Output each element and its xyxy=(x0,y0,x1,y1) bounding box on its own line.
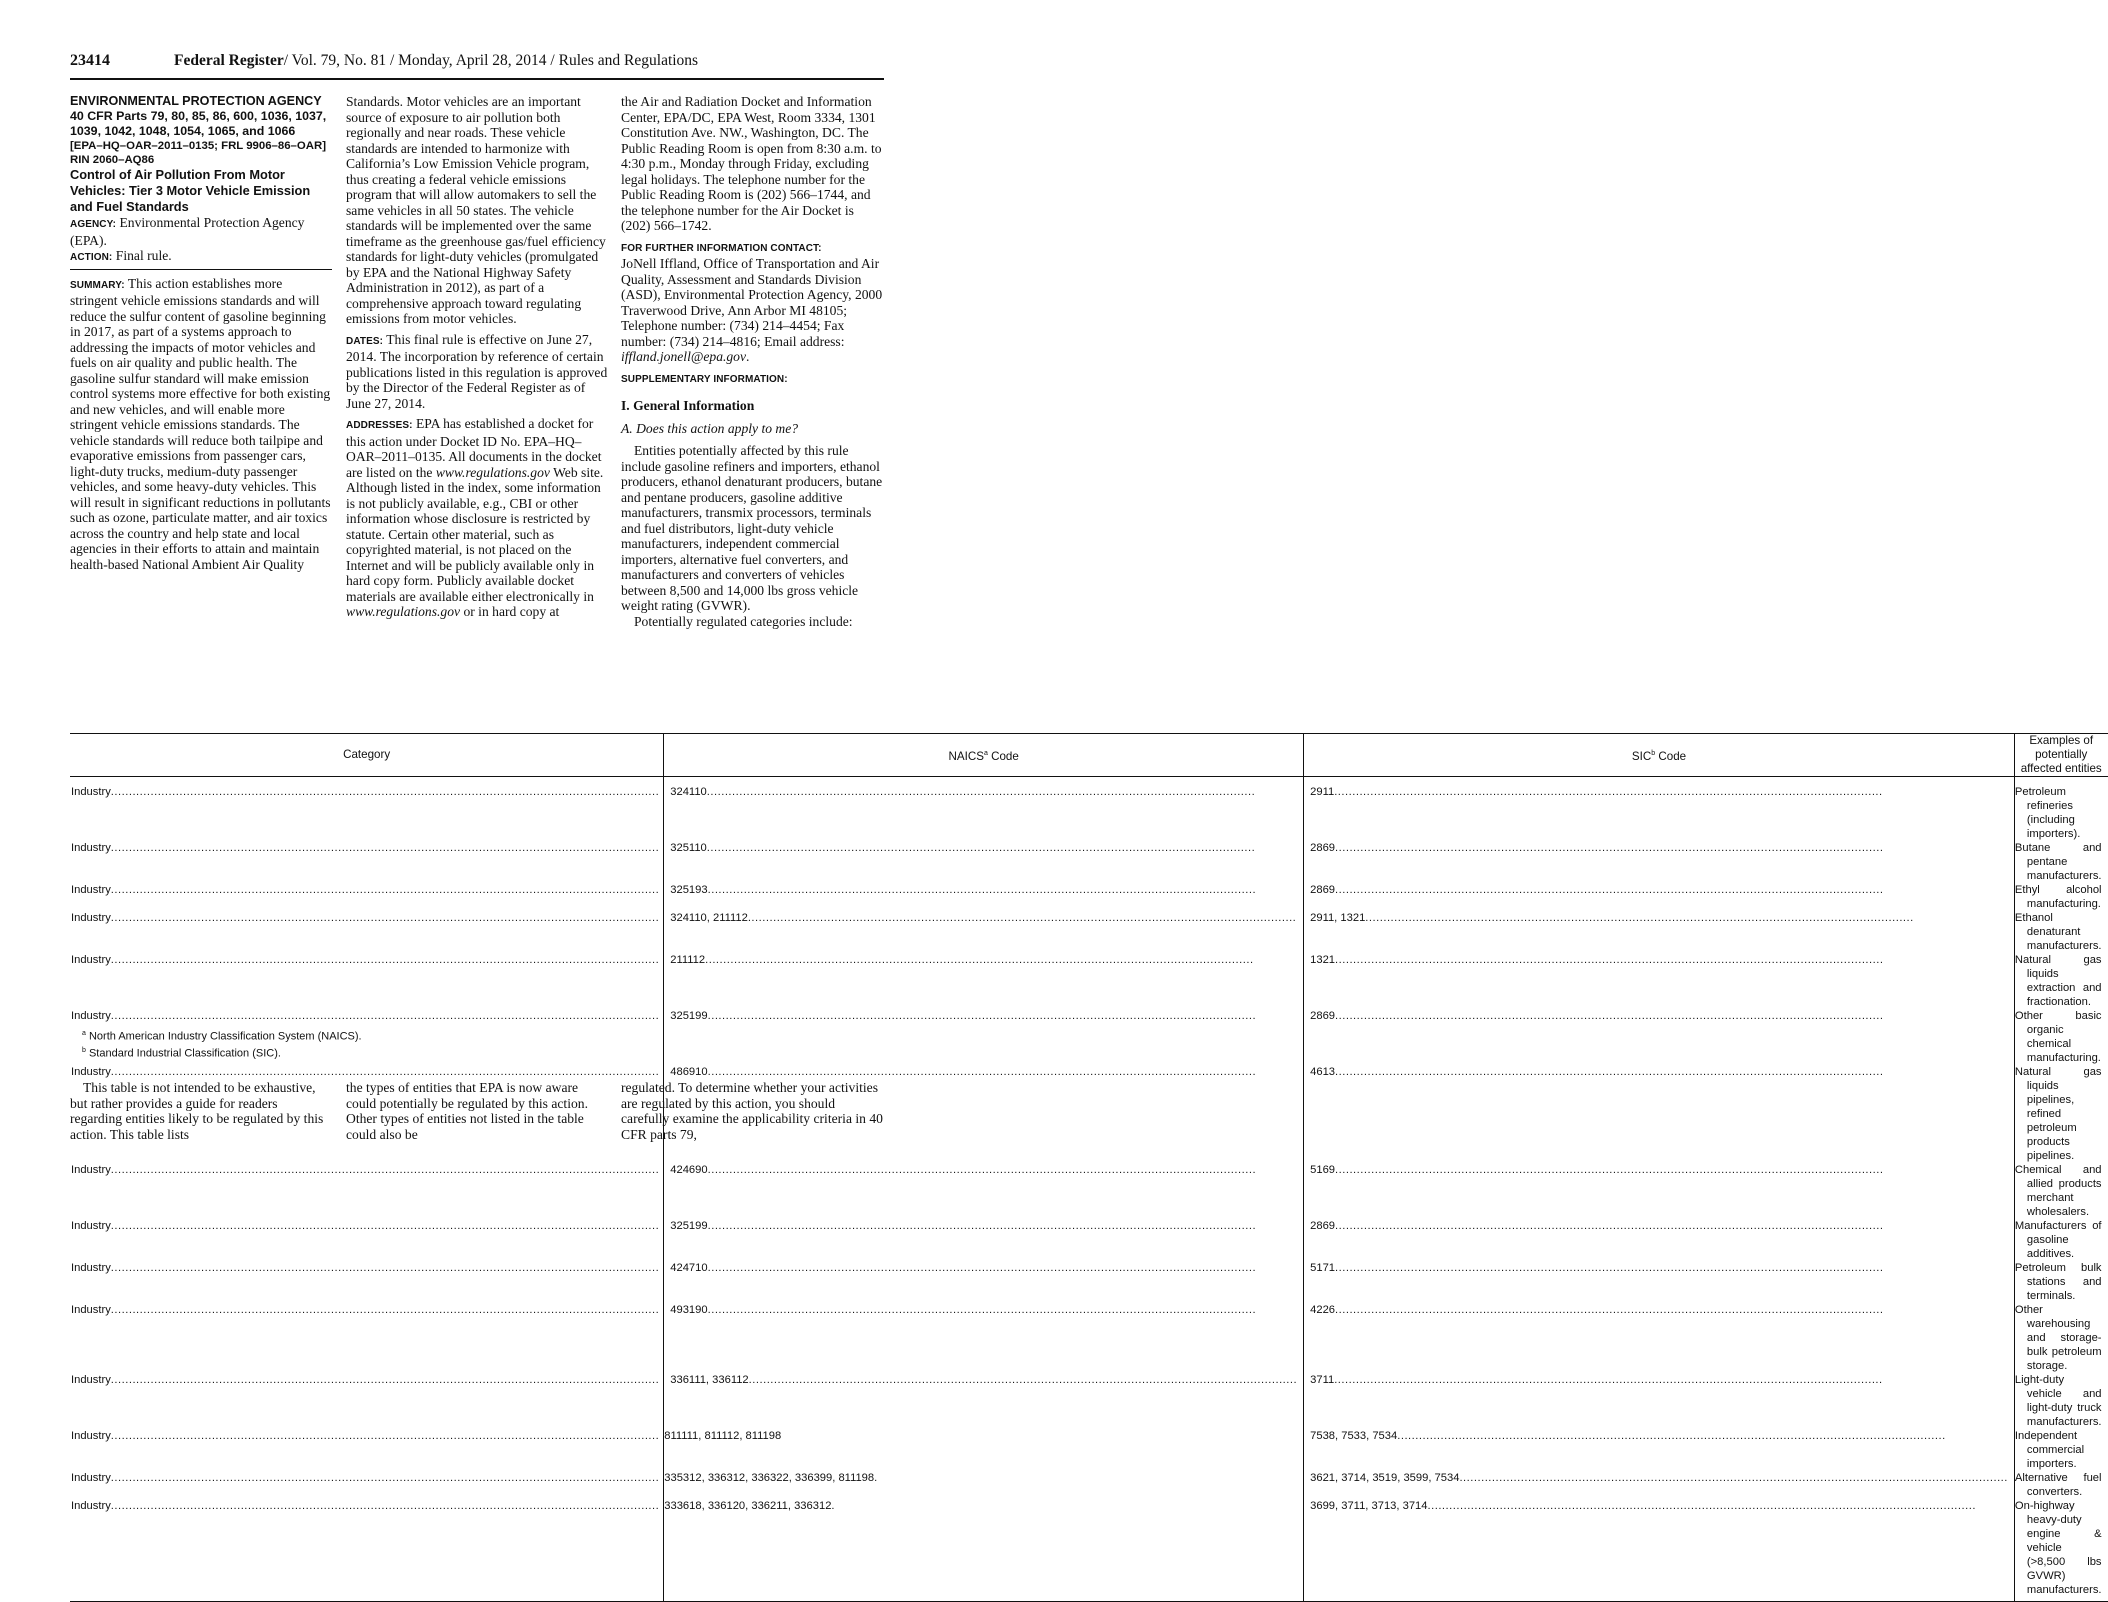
naics-cell xyxy=(664,1471,1304,1499)
naics-leader xyxy=(664,1009,1303,1023)
sic-cell xyxy=(1304,1163,2015,1219)
sic-cell xyxy=(1304,1429,2015,1471)
example-cell xyxy=(2014,883,2107,911)
naics-cell xyxy=(664,953,1304,1009)
example-text: Light-duty vehicle and light-duty truck manufacturers. xyxy=(2014,1374,2102,1428)
bottom-text-3: regulated. To determine whether your activities are regulated by this action, you should carefully examine the applicability criteria in 40 CFR parts 79, xyxy=(621,1080,883,1142)
dot-leader xyxy=(111,883,659,897)
footnote-a xyxy=(82,1027,362,1044)
dot-leader xyxy=(111,785,659,799)
category-leader xyxy=(70,1163,663,1177)
header-naics-footnote-mark: a xyxy=(983,749,988,757)
dot-leader xyxy=(749,1373,1297,1387)
addresses-label: ADDRESSES: xyxy=(346,420,413,431)
category-leader xyxy=(70,953,663,967)
header-rule xyxy=(70,78,884,80)
sic-value: 5169 xyxy=(1310,1164,1336,1176)
sic-value: 3711 xyxy=(1310,1374,1335,1386)
subsection-heading: A. Does this action apply to me? xyxy=(621,420,799,436)
category-value: Industry xyxy=(71,1010,111,1022)
example-cell xyxy=(2014,1261,2107,1303)
dot-leader xyxy=(1334,1373,2008,1387)
publication-name: Federal Register xyxy=(174,52,284,69)
table-header-row xyxy=(70,734,2108,777)
category-value: Industry xyxy=(71,912,111,924)
naics-value: 325199 xyxy=(670,1220,708,1232)
naics-cell xyxy=(664,1009,1304,1065)
category-value: Industry xyxy=(71,1164,111,1176)
naics-value: 325110 xyxy=(670,842,707,854)
category-value: Industry xyxy=(71,1374,111,1386)
page-number: 23414 xyxy=(70,52,110,69)
sic-cell xyxy=(1304,1373,2015,1429)
action-paragraph xyxy=(70,248,332,266)
category-cell xyxy=(70,1261,664,1303)
dot-leader xyxy=(111,1499,659,1513)
naics-leader xyxy=(664,1261,1303,1275)
dot-leader xyxy=(111,841,659,855)
naics-leader xyxy=(664,1373,1303,1387)
example-cell xyxy=(2014,841,2107,883)
category-value: Industry xyxy=(71,1500,111,1512)
category-leader xyxy=(70,841,663,855)
summary-text: This action establishes more stringent vehicle emissions standards and will reduce the sulfur content of gasoline beginning in 2017, as part of a systems approach to addressing the impacts of motor vehicles and fuels on air quality and public health. The gasoline sulfur standard will make emission control systems more effective for both existing and new vehicles, and will enable more stringent vehicle emissions standards. The vehicle standards will reduce both tailpipe and evaporative emissions from passenger cars, light-duty trucks, medium-duty passenger vehicles, and some heavy-duty vehicles. This will result in significant reductions in pollutants such as ozone, particulate matter, and air toxics across the country and help state and local agencies in their efforts to attain and maintain health-based National Ambient Air Quality xyxy=(70,275,331,572)
regulations-gov-link[interactable]: www.regulations.gov xyxy=(435,464,550,480)
category-leader xyxy=(70,1261,663,1275)
sic-cell xyxy=(1304,1219,2015,1261)
naics-value: 424690 xyxy=(670,1164,708,1176)
example-text: Other warehousing and storage-bulk petroleum storage. xyxy=(2014,1304,2102,1372)
naics-value: 424710 xyxy=(670,1262,708,1274)
example-text: Chemical and allied products merchant wholesalers. xyxy=(2014,1164,2102,1218)
sic-leader xyxy=(1304,1219,2014,1233)
category-value: Industry xyxy=(71,1430,111,1442)
dot-leader xyxy=(111,1065,659,1079)
supplementary-paragraph xyxy=(621,370,883,388)
category-leader xyxy=(70,785,663,799)
dot-leader xyxy=(1335,1009,2008,1023)
example-text: Manufacturers of gasoline additives. xyxy=(2014,1220,2102,1260)
category-leader xyxy=(70,1303,663,1317)
header-naics-text: NAICS xyxy=(948,749,984,763)
sic-leader xyxy=(1304,1429,2014,1443)
dot-leader xyxy=(1335,1163,2008,1177)
footnote-b-mark: b xyxy=(82,1046,86,1054)
example-cell xyxy=(2014,953,2107,1009)
contact-label: FOR FURTHER INFORMATION CONTACT: xyxy=(621,242,822,254)
summary-label: SUMMARY: xyxy=(70,279,125,291)
sic-value: 4613 xyxy=(1310,1066,1336,1078)
category-cell xyxy=(70,841,664,883)
category-value: Industry xyxy=(71,884,111,896)
category-leader xyxy=(70,1429,663,1443)
naics-value: 324110, 211112 xyxy=(670,912,748,924)
category-value: Industry xyxy=(71,1220,111,1232)
dot-leader xyxy=(708,1219,1298,1233)
example-cell xyxy=(2014,911,2107,953)
dot-leader xyxy=(707,785,1297,799)
agency-heading: ENVIRONMENTAL PROTECTION AGENCY xyxy=(70,94,322,108)
agency-text: Environmental Protection Agency (EPA). xyxy=(70,215,305,248)
naics-value: 325199 xyxy=(670,1010,708,1022)
dot-leader xyxy=(111,1429,659,1443)
header-sic-text: SIC xyxy=(1631,749,1652,763)
category-cell xyxy=(70,953,664,1009)
dot-leader xyxy=(111,1471,659,1485)
table-row xyxy=(70,1373,2108,1429)
naics-cell xyxy=(664,1373,1304,1429)
example-cell xyxy=(2014,1499,2107,1602)
category-leader xyxy=(70,1219,663,1233)
category-cell xyxy=(70,911,664,953)
sic-value: 2911, 1321 xyxy=(1310,912,1366,924)
dot-leader xyxy=(111,953,659,967)
naics-cell xyxy=(664,777,1304,842)
sic-value: 2869 xyxy=(1310,1010,1336,1022)
dates-paragraph xyxy=(346,332,608,412)
addresses-paragraph xyxy=(346,416,608,620)
table-row xyxy=(70,911,2108,953)
section-heading: I. General Information xyxy=(621,398,755,413)
naics-leader xyxy=(664,1471,1303,1485)
entities-paragraph: Entities potentially affected by this rule include gasoline refiners and importers, ethanol producers, ethanol denaturant producers, butane and pentane producers, gasoline additive manufacturers, transmix processors, terminals and fuel distributors, light-duty vehicle manufacturers, independent commercial importers, alternative fuel converters, and manufacturers and converters of vehicles between 8,500 and 14,000 lbs gross vehicle weight rating (GVWR). xyxy=(621,443,883,613)
sic-cell xyxy=(1304,777,2015,842)
dates-label: DATES: xyxy=(346,335,384,347)
sic-cell xyxy=(1304,1261,2015,1303)
category-cell xyxy=(70,1471,664,1499)
dot-leader xyxy=(708,1163,1298,1177)
sic-leader xyxy=(1304,841,2014,855)
category-leader xyxy=(70,1499,663,1513)
sic-value: 2911 xyxy=(1310,786,1335,798)
dot-leader xyxy=(1365,911,2008,925)
naics-cell xyxy=(664,1163,1304,1219)
category-value: Industry xyxy=(71,786,111,798)
bottom-text-1: This table is not intended to be exhaustive, but rather provides a guide for readers regarding entities likely to be regulated by this action. This table lists xyxy=(70,1080,324,1142)
naics-cell xyxy=(664,1499,1304,1602)
dot-leader xyxy=(111,1373,659,1387)
sic-leader xyxy=(1304,1303,2014,1317)
dot-leader xyxy=(707,841,1297,855)
naics-cell xyxy=(664,1261,1304,1303)
example-text: On-highway heavy-duty engine & vehicle (>8,500 lbs GVWR) manufacturers. xyxy=(2014,1500,2102,1596)
category-value: Industry xyxy=(71,1472,111,1484)
naics-leader xyxy=(664,883,1303,897)
sic-value: 2869 xyxy=(1310,1220,1336,1232)
example-text: Independent commercial importers. xyxy=(2014,1430,2085,1470)
column-3 xyxy=(621,94,883,629)
sic-leader xyxy=(1304,911,2014,925)
dot-leader xyxy=(705,953,1297,967)
table-row xyxy=(70,841,2108,883)
addresses-text-b: Web site. Although listed in the index, some information is not publicly available, e.g., CBI or other information whose disclosure is restricted by statute. Certain other material, such as copyrighted material, is not placed on the Internet and will be publicly available only in hard copy form. Publicly available docket materials are available either electronically in xyxy=(346,464,604,604)
dates-text: This final rule is effective on June 27, 2014. The incorporation by reference of certain publications listed in this regulation is approved by the Director of the Federal Register as of June 27, 2014. xyxy=(346,331,608,411)
sic-leader xyxy=(1304,1065,2014,1079)
category-leader xyxy=(70,911,663,925)
category-leader xyxy=(70,1471,663,1485)
table-row xyxy=(70,1499,2108,1602)
category-leader xyxy=(70,1373,663,1387)
category-leader xyxy=(70,1065,663,1079)
footnote-a-mark: a xyxy=(82,1030,86,1037)
example-cell xyxy=(2014,1303,2107,1373)
dot-leader xyxy=(111,1163,659,1177)
table-footnotes xyxy=(82,1027,362,1060)
dot-leader xyxy=(708,883,1298,897)
dot-leader xyxy=(1335,1065,2008,1079)
sic-value: 3699, 3711, 3713, 3714 xyxy=(1310,1500,1428,1512)
sic-leader xyxy=(1304,953,2014,967)
dot-leader xyxy=(708,1009,1298,1023)
sic-value: 1321 xyxy=(1310,954,1336,966)
naics-leader xyxy=(664,1163,1303,1177)
naics-value: 335312, 336312, 336322, 336399, 811198. xyxy=(664,1472,878,1484)
dot-leader xyxy=(1428,1499,2008,1513)
bottom-column-2 xyxy=(346,1080,608,1142)
dot-leader xyxy=(708,1261,1298,1275)
sic-leader xyxy=(1304,1261,2014,1275)
addresses-continued: the Air and Radiation Docket and Information Center, EPA/DC, EPA West, Room 3334, 1301 Constitution Ave. NW., Washington, DC. The Public Reading Room is open from 8:30 a.m. to 4:30 p.m., Monday through Friday, excluding legal holidays. The telephone number for the Public Reading Room is (202) 566–1744, and the telephone number for the Air Docket is (202) 566–1742. xyxy=(621,94,882,233)
category-cell xyxy=(70,1429,664,1471)
issue-info: / Vol. 79, No. 81 / Monday, April 28, 2014 / Rules and Regulations xyxy=(283,52,699,69)
sic-cell xyxy=(1304,883,2015,911)
docket-number: [EPA–HQ–OAR–2011–0135; FRL 9906–86–OAR] xyxy=(70,140,326,152)
sic-leader xyxy=(1304,785,2014,799)
naics-leader xyxy=(664,841,1303,855)
example-cell xyxy=(2014,1471,2107,1499)
categories-paragraph: Potentially regulated categories include: xyxy=(634,613,853,629)
dot-leader xyxy=(1335,1219,2008,1233)
category-value: Industry xyxy=(71,842,111,854)
example-cell xyxy=(2014,1219,2107,1261)
example-text: Butane and pentane manufacturers. xyxy=(2014,842,2102,882)
table-row xyxy=(70,1219,2108,1261)
example-text: Natural gas liquids pipelines, refined petroleum products pipelines. xyxy=(2014,1066,2102,1162)
naics-leader xyxy=(664,953,1303,967)
table-row xyxy=(70,1429,2108,1471)
category-cell xyxy=(70,1303,664,1373)
naics-value: 336111, 336112 xyxy=(670,1374,749,1386)
action-text: Final rule. xyxy=(115,248,172,263)
dot-leader xyxy=(111,1303,659,1317)
action-label: ACTION: xyxy=(70,252,113,263)
agency-paragraph xyxy=(70,215,332,248)
dot-leader xyxy=(1334,785,2008,799)
column-2 xyxy=(346,94,608,620)
contact-email[interactable]: iffland.jonell@epa.gov xyxy=(621,349,747,364)
sic-cell xyxy=(1304,1009,2015,1065)
category-cell xyxy=(70,1373,664,1429)
naics-cell xyxy=(664,841,1304,883)
sic-leader xyxy=(1304,883,2014,897)
category-cell xyxy=(70,1499,664,1602)
naics-leader xyxy=(664,1499,1303,1513)
naics-cell xyxy=(664,883,1304,911)
dot-leader xyxy=(1335,841,2008,855)
dot-leader xyxy=(1397,1429,2008,1443)
sic-cell xyxy=(1304,1471,2015,1499)
section-divider xyxy=(70,269,332,270)
naics-cell xyxy=(664,1303,1304,1373)
naics-leader xyxy=(664,1219,1303,1233)
page-header xyxy=(70,50,884,80)
category-value: Industry xyxy=(71,1262,111,1274)
header-category: Category xyxy=(70,734,664,777)
sic-value: 3621, 3714, 3519, 3599, 7534 xyxy=(1310,1472,1460,1484)
sic-value: 2869 xyxy=(1310,884,1336,896)
running-header xyxy=(174,52,698,70)
example-cell xyxy=(2014,1009,2107,1065)
sic-cell xyxy=(1304,1303,2015,1373)
example-text: Alternative fuel converters. xyxy=(2014,1472,2102,1498)
dot-leader xyxy=(1459,1471,2007,1485)
dot-leader xyxy=(111,1009,659,1023)
column-1 xyxy=(70,94,332,572)
sic-cell xyxy=(1304,1065,2015,1163)
dot-leader xyxy=(111,1261,659,1275)
naics-value: 324110 xyxy=(670,786,707,798)
header-examples: Examples of potentially affected entities xyxy=(2014,734,2107,777)
table-row xyxy=(70,1303,2108,1373)
footnote-b-text: Standard Industrial Classification (SIC). xyxy=(88,1047,281,1060)
sic-cell xyxy=(1304,911,2015,953)
naics-leader xyxy=(664,1429,1303,1443)
contact-text: JoNell Iffland, Office of Transportation and Air Quality, Assessment and Standards Division (ASD), Environmental Protection Agency, 2000 Traverwood Drive, Ann Arbor MI 48105; Telephone number: (734) 214–4454; Fax number: (734) 214–4816; Email address: xyxy=(621,256,883,349)
sic-cell xyxy=(1304,953,2015,1009)
sic-value: 4226 xyxy=(1310,1304,1336,1316)
sic-value: 5171 xyxy=(1310,1262,1336,1274)
dot-leader xyxy=(111,1219,659,1233)
sic-leader xyxy=(1304,1373,2014,1387)
footnote-b xyxy=(82,1044,362,1061)
header-sic xyxy=(1304,734,2015,777)
dot-leader xyxy=(1335,1303,2008,1317)
example-text: Ethanol denaturant manufacturers. xyxy=(2014,912,2102,952)
header-naics xyxy=(664,734,1304,777)
naics-leader xyxy=(664,911,1303,925)
cfr-parts: 40 CFR Parts 79, 80, 85, 86, 600, 1036, 1037, 1039, 1042, 1048, 1054, 1065, and 1066 xyxy=(70,109,327,138)
dot-leader xyxy=(708,1303,1298,1317)
example-cell xyxy=(2014,1429,2107,1471)
category-leader xyxy=(70,883,663,897)
sic-leader xyxy=(1304,1009,2014,1023)
dot-leader xyxy=(1335,883,2008,897)
dot-leader xyxy=(111,911,659,925)
supplementary-label: SUPPLEMENTARY INFORMATION: xyxy=(621,373,788,385)
dot-leader xyxy=(1335,1261,2008,1275)
category-cell xyxy=(70,777,664,842)
sic-value: 7538, 7533, 7534 xyxy=(1310,1430,1398,1442)
category-leader xyxy=(70,1009,663,1023)
example-cell xyxy=(2014,1163,2107,1219)
example-cell xyxy=(2014,1373,2107,1429)
naics-value: 486910 xyxy=(670,1066,708,1078)
naics-leader xyxy=(664,785,1303,799)
category-cell xyxy=(70,1219,664,1261)
header-sic-footnote-mark: b xyxy=(1651,749,1656,757)
naics-cell xyxy=(664,1219,1304,1261)
example-text: Ethyl alcohol manufacturing. xyxy=(2014,884,2102,910)
addresses-text-a: EPA has established a docket for this action under Docket ID No. EPA–HQ–OAR–2011–0135. All documents in the docket are listed on the xyxy=(346,416,602,480)
sic-leader xyxy=(1304,1499,2014,1513)
naics-value: 325193 xyxy=(670,884,708,896)
addresses-text-c: or in hard copy at xyxy=(463,604,560,619)
category-value: Industry xyxy=(71,1066,111,1078)
category-cell xyxy=(70,1163,664,1219)
naics-value: 493190 xyxy=(670,1304,708,1316)
example-cell xyxy=(2014,1065,2107,1163)
naics-value: 333618, 336120, 336211, 336312. xyxy=(664,1500,835,1512)
sic-leader xyxy=(1304,1163,2014,1177)
header-naics-code-text: Code xyxy=(987,749,1019,763)
example-text: Petroleum refineries (including importers). xyxy=(2014,786,2081,840)
example-text: Other basic organic chemical manufacturing. xyxy=(2014,1010,2102,1064)
summary-continued: Standards. Motor vehicles are an important source of exposure to air pollution both regionally and near roads. These vehicle standards are intended to harmonize with California’s Low Emission Vehicle program, thus creating a federal vehicle emissions program that will allow automakers to sell the same vehicles in all 50 states. The vehicle standards will be implemented over the same timeframe as the greenhouse gas/fuel efficiency standards for light-duty vehicles (promulgated by EPA and the National Highway Safety Administration in 2012), as part of a comprehensive approach toward regulating emissions from motor vehicles. xyxy=(346,94,606,326)
example-text: Natural gas liquids extraction and fractionation. xyxy=(2014,954,2102,1008)
dot-leader xyxy=(1335,953,2008,967)
naics-leader xyxy=(664,1303,1303,1317)
naics-value: 811111, 811112, 811198 xyxy=(664,1430,782,1442)
agency-label: AGENCY: xyxy=(70,219,117,230)
category-value: Industry xyxy=(71,954,111,966)
category-value: Industry xyxy=(71,1304,111,1316)
table-row xyxy=(70,1261,2108,1303)
sic-cell xyxy=(1304,841,2015,883)
bottom-text-2: the types of entities that EPA is now aware could potentially be regulated by this action. Other types of entities not listed in the table could also be xyxy=(346,1080,588,1142)
contact-paragraph: FOR FURTHER INFORMATION CONTACT: JoNell Iffland, Office of Transportation and Air Quality, Assessment and Standards Division (ASD), Environmental Protection Agency, 2000 Traverwood Drive, Ann Arbor MI 48105; Telephone number: (734) 214–4454; Fax number: (734) 214–4816; Email address: iffland.jonell@epa.gov. xyxy=(621,242,883,364)
header-sic-code-text: Code xyxy=(1655,749,1687,763)
sic-cell xyxy=(1304,1499,2015,1602)
table-body xyxy=(70,777,2108,1602)
sic-value: 2869 xyxy=(1310,842,1336,854)
table-row xyxy=(70,1471,2108,1499)
naics-leader xyxy=(664,1065,1303,1079)
category-cell xyxy=(70,883,664,911)
naics-cell xyxy=(664,911,1304,953)
bottom-column-3 xyxy=(621,1080,883,1142)
example-text: Petroleum bulk stations and terminals. xyxy=(2014,1262,2102,1302)
sic-leader xyxy=(1304,1471,2014,1485)
table-row xyxy=(70,1009,2108,1065)
regulations-gov-link-2[interactable]: www.regulations.gov xyxy=(346,604,461,619)
dot-leader xyxy=(748,911,1297,925)
rule-title: Control of Air Pollution From Motor Vehicles: Tier 3 Motor Vehicle Emission and Fuel Standards xyxy=(70,167,311,214)
summary-paragraph xyxy=(70,276,332,573)
table-row xyxy=(70,1163,2108,1219)
dot-leader xyxy=(708,1065,1298,1079)
regulated-categories-table xyxy=(70,733,2108,1602)
table-row xyxy=(70,883,2108,911)
bottom-column-1 xyxy=(70,1080,332,1142)
table-row xyxy=(70,777,2108,842)
rin-number: RIN 2060–AQ86 xyxy=(70,154,155,166)
example-cell xyxy=(2014,777,2107,842)
footnote-a-text: North American Industry Classification System (NAICS). xyxy=(88,1030,362,1043)
table-row xyxy=(70,953,2108,1009)
naics-value: 211112 xyxy=(670,954,706,966)
naics-cell xyxy=(664,1429,1304,1471)
